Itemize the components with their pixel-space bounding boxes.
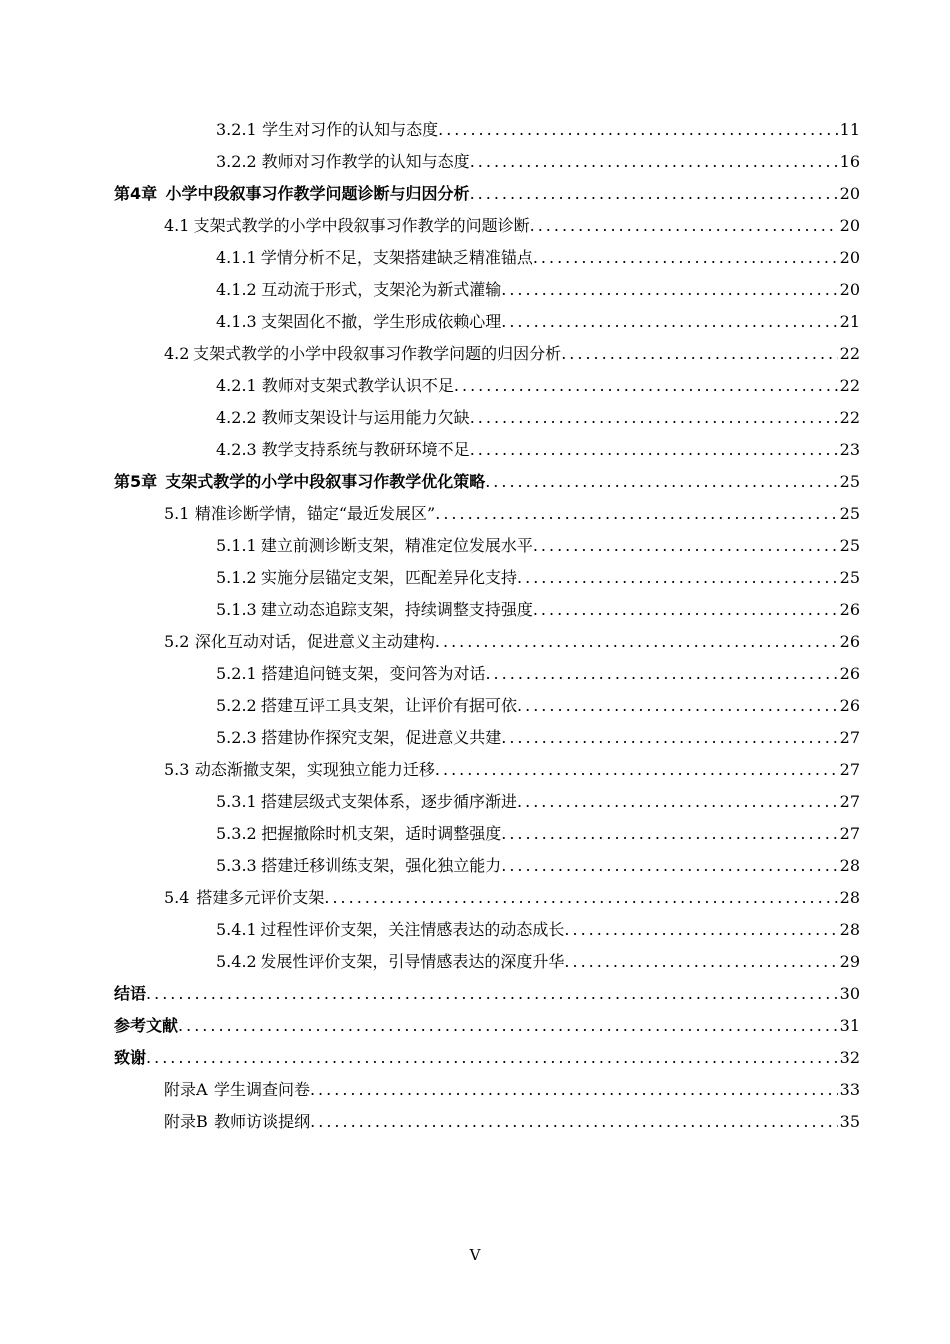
toc-entry-title: 建立前测诊断支架，精准定位发展水平 [260,536,533,555]
toc-entry-title: 把握撤除时机支架，适时调整强度 [261,824,502,843]
toc-entry-page: 28 [839,856,860,875]
toc-entry[interactable] [114,818,860,850]
toc-entry[interactable] [114,754,860,786]
toc-entry-page: 28 [839,920,860,939]
toc-entry-page: 26 [839,696,860,715]
toc-entry-title: 教师对支架式教学认识不足 [261,376,454,395]
toc-leader-dots [561,338,837,370]
toc-entry-page: 35 [839,1112,860,1131]
toc-entry[interactable] [114,946,860,978]
toc-entry-number: 4.1 [164,216,190,235]
toc-entry-number: 5.2.3 [216,728,257,747]
toc-leader-dots [435,626,838,658]
toc-entry-page: 23 [839,440,860,459]
toc-entry-page: 20 [839,184,860,203]
toc-entry-page: 16 [839,152,860,171]
toc-leader-dots [485,658,837,690]
toc-leader-dots [564,946,837,978]
toc-entry[interactable] [114,562,860,594]
toc-leader-dots [517,786,838,818]
toc-entry[interactable] [114,1106,860,1138]
toc-entry-title: 支架固化不撤，学生形成依赖心理 [261,312,502,331]
toc-entry[interactable] [114,210,860,242]
toc-entry-title: 精准诊断学情，锚定“最近发展区” [194,504,436,523]
toc-entry-number: 5.3 [164,760,190,779]
toc-entry-title: 学情分析不足，支架搭建缺乏精准锚点 [260,248,533,267]
toc-entry-page: 25 [839,472,860,491]
toc-entry-title: 致谢 [114,1048,147,1067]
toc-entry-page: 26 [839,600,860,619]
toc-entry-title: 搭建迁移训练支架，强化独立能力 [261,856,502,875]
toc-entry-number: 4.1.3 [216,312,257,331]
toc-entry[interactable] [114,594,860,626]
toc-entry[interactable] [114,882,860,914]
toc-leader-dots [435,754,838,786]
toc-entry-number: 第5章 [114,472,158,491]
toc-entry[interactable] [114,114,860,146]
toc-leader-dots [454,370,838,402]
table-of-contents [114,114,860,1138]
toc-leader-dots [470,146,838,178]
toc-leader-dots [310,1106,837,1138]
toc-entry[interactable] [114,530,860,562]
toc-entry[interactable] [114,498,860,530]
toc-entry[interactable] [114,178,860,210]
toc-entry-number: 5.2 [164,632,190,651]
toc-entry-number: 4.2.1 [216,376,257,395]
toc-entry-page: 27 [839,760,860,779]
toc-entry-page: 32 [839,1048,860,1067]
toc-leader-dots [517,690,838,722]
toc-entry[interactable] [114,626,860,658]
toc-entry-page: 25 [839,536,860,555]
toc-entry-page: 22 [839,344,860,363]
toc-entry[interactable] [114,850,860,882]
toc-entry-number: 5.1.1 [216,536,257,555]
toc-entry-page: 26 [839,664,860,683]
toc-leader-dots [470,402,838,434]
toc-leader-dots [485,466,837,498]
toc-entry-number: 3.2.2 [216,152,257,171]
toc-entry-title: 深化互动对话，促进意义主动建构 [194,632,435,651]
toc-entry-title: 教学支持系统与教研环境不足 [261,440,470,459]
toc-entry-page: 11 [839,120,860,139]
toc-entry-number: 5.2.1 [216,664,257,683]
toc-leader-dots [146,978,838,1010]
toc-entry[interactable] [114,466,860,498]
toc-entry[interactable] [114,402,860,434]
toc-entry[interactable] [114,146,860,178]
toc-entry-page: 21 [839,312,860,331]
toc-entry-number: 5.4 [164,888,190,907]
toc-entry-page: 33 [839,1080,860,1099]
toc-leader-dots [517,562,838,594]
toc-entry-page: 27 [839,792,860,811]
toc-entry[interactable] [114,722,860,754]
toc-leader-dots [530,210,838,242]
toc-entry[interactable] [114,658,860,690]
toc-entry-title: 实施分层锚定支架，匹配差异化支持 [261,568,518,587]
toc-entry-number: 4.1.1 [216,248,257,267]
toc-leader-dots [470,434,838,466]
toc-entry-number: 4.2 [164,344,190,363]
toc-entry-title: 搭建协作探究支架，促进意义共建 [261,728,502,747]
toc-leader-dots [533,242,838,274]
toc-entry[interactable] [114,370,860,402]
toc-entry-title: 参考文献 [114,1016,179,1035]
toc-entry-title: 搭建追问链支架，变问答为对话 [261,664,486,683]
toc-entry-page: 20 [839,216,860,235]
toc-entry-number: 3.2.1 [216,120,257,139]
toc-entry-title: 支架式教学的小学中段叙事习作教学优化策略 [165,472,486,491]
toc-entry-number: 5.3.2 [216,824,257,843]
toc-entry-number: 4.1.2 [216,280,257,299]
toc-entry[interactable] [114,1010,860,1042]
toc-entry-title: 教师访谈提纲 [214,1112,311,1131]
toc-entry-number: 5.3.1 [216,792,257,811]
toc-entry-title: 教师支架设计与运用能力欠缺 [261,408,470,427]
toc-entry-title: 支架式教学的小学中段叙事习作教学问题的归因分析 [193,344,562,363]
toc-entry-title: 互动流于形式，支架沦为新式灌输 [261,280,502,299]
toc-leader-dots [533,594,838,626]
toc-entry[interactable] [114,1074,860,1106]
toc-entry-page: 22 [839,408,860,427]
toc-entry-page: 20 [839,280,860,299]
toc-entry[interactable] [114,690,860,722]
toc-leader-dots [438,114,838,146]
toc-entry-number: 5.1.2 [216,568,257,587]
toc-entry-number: 4.2.3 [216,440,257,459]
toc-leader-dots [533,530,838,562]
toc-entry-number: 5.4.1 [216,920,257,939]
toc-entry-page: 20 [839,248,860,267]
toc-leader-dots [501,722,837,754]
toc-entry-title: 发展性评价支架，引导情感表达的深度升华 [260,952,565,971]
toc-leader-dots [501,850,837,882]
toc-entry-number: 第4章 [114,184,158,203]
toc-entry-number: 附录B [164,1112,208,1131]
toc-entry-title: 过程性评价支架，关注情感表达的动态成长 [260,920,565,939]
toc-entry[interactable] [114,338,860,370]
toc-entry-number: 5.4.2 [216,952,257,971]
toc-entry[interactable] [114,914,860,946]
toc-entry-number: 附录A [164,1080,208,1099]
toc-entry-title: 建立动态追踪支架，持续调整支持强度 [260,600,533,619]
toc-entry[interactable] [114,434,860,466]
toc-entry-page: 31 [839,1016,860,1035]
toc-leader-dots [178,1010,838,1042]
toc-entry-page: 30 [839,984,860,1003]
toc-entry-number: 5.3.3 [216,856,257,875]
toc-entry-number: 5.1 [164,504,190,523]
toc-leader-dots [310,1074,838,1106]
toc-leader-dots [146,1042,838,1074]
toc-leader-dots [501,306,837,338]
toc-entry-number: 5.2.2 [216,696,257,715]
toc-entry-title: 搭建多元评价支架 [196,888,325,907]
toc-entry[interactable] [114,786,860,818]
toc-leader-dots [435,498,837,530]
toc-entry-number: 4.2.2 [216,408,257,427]
toc-entry-title: 学生对习作的认知与态度 [262,120,439,139]
toc-entry-page: 28 [839,888,860,907]
toc-entry-page: 25 [839,568,860,587]
toc-entry-title: 支架式教学的小学中段叙事习作教学的问题诊断 [193,216,530,235]
toc-entry-title: 教师对习作教学的认知与态度 [261,152,470,171]
page-number: V [469,1246,481,1264]
toc-leader-dots [564,914,837,946]
toc-leader-dots [501,818,837,850]
toc-entry-title: 搭建层级式支架体系，逐步循序渐进 [261,792,518,811]
toc-entry[interactable] [114,274,860,306]
toc-entry-page: 22 [839,376,860,395]
toc-entry-page: 25 [839,504,860,523]
toc-entry-title: 动态渐撤支架，实现独立能力迁移 [194,760,435,779]
toc-entry-page: 27 [839,728,860,747]
toc-entry-page: 27 [839,824,860,843]
toc-entry-page: 26 [839,632,860,651]
toc-entry-number: 5.1.3 [216,600,257,619]
toc-leader-dots [470,178,838,210]
toc-entry[interactable] [114,242,860,274]
toc-entry[interactable] [114,306,860,338]
toc-entry-title: 学生调查问卷 [213,1080,310,1099]
toc-entry[interactable] [114,1042,860,1074]
toc-leader-dots [324,882,837,914]
toc-leader-dots [501,274,837,306]
toc-entry-title: 结语 [114,984,147,1003]
toc-entry-title: 搭建互评工具支架，让评价有据可依 [261,696,518,715]
toc-entry[interactable] [114,978,860,1010]
toc-entry-title: 小学中段叙事习作教学问题诊断与归因分析 [165,184,470,203]
toc-entry-page: 29 [839,952,860,971]
